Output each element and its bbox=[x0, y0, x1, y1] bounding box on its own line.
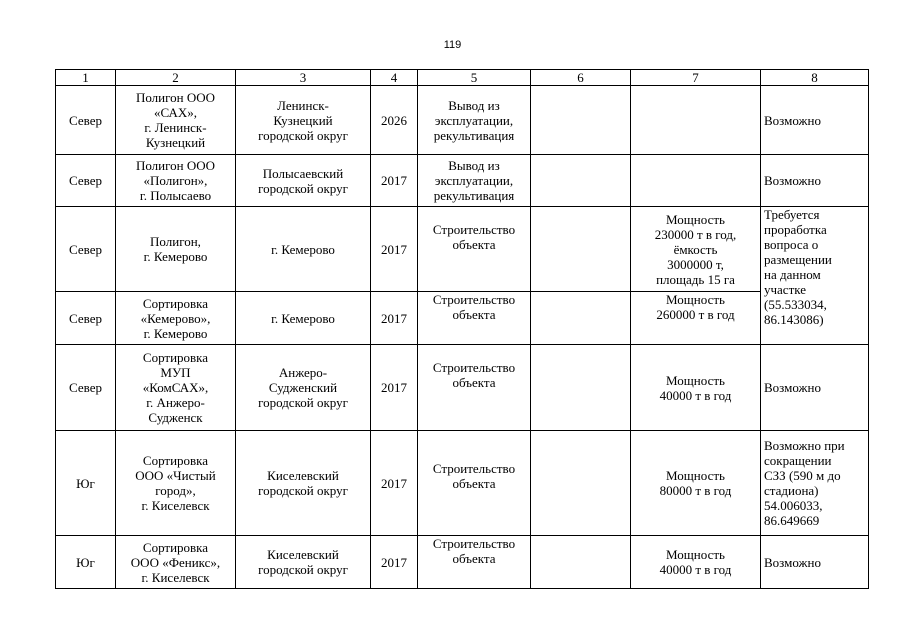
cell-year: 2017 bbox=[371, 155, 418, 207]
header-cell: 3 bbox=[236, 70, 371, 86]
table-row bbox=[56, 155, 869, 207]
cell-note: Возможно bbox=[761, 345, 869, 431]
cell-facility: Сортировка ООО «Чистый город», г. Киселевск bbox=[116, 431, 236, 536]
cell-note: Возможно bbox=[761, 155, 869, 207]
cell-col6 bbox=[531, 292, 631, 345]
header-cell: 2 bbox=[116, 70, 236, 86]
cell-year: 2017 bbox=[371, 431, 418, 536]
cell-capacity: Мощность 80000 т в год bbox=[631, 431, 761, 536]
cell-year: 2017 bbox=[371, 207, 418, 292]
cell-facility: Полигон ООО «САХ», г. Ленинск- Кузнецкий bbox=[116, 86, 236, 155]
cell-action: Вывод из эксплуатации, рекультивация bbox=[418, 155, 531, 207]
table-row bbox=[56, 292, 869, 345]
cell-note: Возможно bbox=[761, 86, 869, 155]
cell-facility: Сортировка МУП «КомСАХ», г. Анжеро- Судженск bbox=[116, 345, 236, 431]
cell-zone: Север bbox=[56, 207, 116, 292]
table-row bbox=[56, 431, 869, 536]
table-row bbox=[56, 86, 869, 155]
cell-capacity: Мощность 230000 т в год, ёмкость 3000000 т, площадь 15 га bbox=[631, 207, 761, 292]
cell-zone: Север bbox=[56, 292, 116, 345]
table-row bbox=[56, 536, 869, 589]
cell-year: 2017 bbox=[371, 292, 418, 345]
header-cell: 4 bbox=[371, 70, 418, 86]
cell-col6 bbox=[531, 86, 631, 155]
cell-col6 bbox=[531, 155, 631, 207]
facilities-table bbox=[55, 69, 869, 589]
header-cell: 6 bbox=[531, 70, 631, 86]
cell-capacity bbox=[631, 155, 761, 207]
cell-capacity: Мощность 40000 т в год bbox=[631, 345, 761, 431]
cell-municipality: Киселевский городской округ bbox=[236, 536, 371, 589]
cell-note: Возможно bbox=[761, 536, 869, 589]
cell-action: Строительство объекта bbox=[418, 207, 531, 292]
header-cell: 7 bbox=[631, 70, 761, 86]
table-header-row bbox=[56, 70, 869, 86]
cell-col6 bbox=[531, 207, 631, 292]
cell-action: Строительство объекта bbox=[418, 345, 531, 431]
cell-facility: Полигон, г. Кемерово bbox=[116, 207, 236, 292]
cell-facility: Сортировка «Кемерово», г. Кемерово bbox=[116, 292, 236, 345]
header-cell: 8 bbox=[761, 70, 869, 86]
table-row bbox=[56, 207, 869, 292]
cell-municipality: г. Кемерово bbox=[236, 207, 371, 292]
cell-action: Строительство объекта bbox=[418, 431, 531, 536]
cell-municipality: Полысаевский городской округ bbox=[236, 155, 371, 207]
cell-zone: Север bbox=[56, 345, 116, 431]
cell-zone: Юг bbox=[56, 536, 116, 589]
cell-col6 bbox=[531, 431, 631, 536]
cell-zone: Юг bbox=[56, 431, 116, 536]
cell-municipality: г. Кемерово bbox=[236, 292, 371, 345]
cell-note: Возможно при сокращении СЗЗ (590 м до стадиона) 54.006033, 86.649669 bbox=[761, 431, 869, 536]
cell-municipality: Анжеро- Судженский городской округ bbox=[236, 345, 371, 431]
table-row bbox=[56, 345, 869, 431]
cell-capacity: Мощность 260000 т в год bbox=[631, 292, 761, 345]
cell-facility: Сортировка ООО «Феникс», г. Киселевск bbox=[116, 536, 236, 589]
header-cell: 1 bbox=[56, 70, 116, 86]
cell-facility: Полигон ООО «Полигон», г. Полысаево bbox=[116, 155, 236, 207]
page-number: 119 bbox=[443, 39, 462, 51]
cell-col6 bbox=[531, 345, 631, 431]
cell-year: 2017 bbox=[371, 536, 418, 589]
cell-capacity: Мощность 40000 т в год bbox=[631, 536, 761, 589]
cell-municipality: Ленинск- Кузнецкий городской округ bbox=[236, 86, 371, 155]
cell-year: 2026 bbox=[371, 86, 418, 155]
cell-capacity bbox=[631, 86, 761, 155]
cell-year: 2017 bbox=[371, 345, 418, 431]
cell-note: Требуется проработка вопроса о размещении на данном участке (55.533034, 86.143086) bbox=[761, 207, 869, 345]
cell-zone: Север bbox=[56, 86, 116, 155]
header-cell: 5 bbox=[418, 70, 531, 86]
cell-col6 bbox=[531, 536, 631, 589]
cell-action: Строительство объекта bbox=[418, 536, 531, 589]
cell-action: Вывод из эксплуатации, рекультивация bbox=[418, 86, 531, 155]
cell-action: Строительство объекта bbox=[418, 292, 531, 345]
cell-zone: Север bbox=[56, 155, 116, 207]
cell-municipality: Киселевский городской округ bbox=[236, 431, 371, 536]
